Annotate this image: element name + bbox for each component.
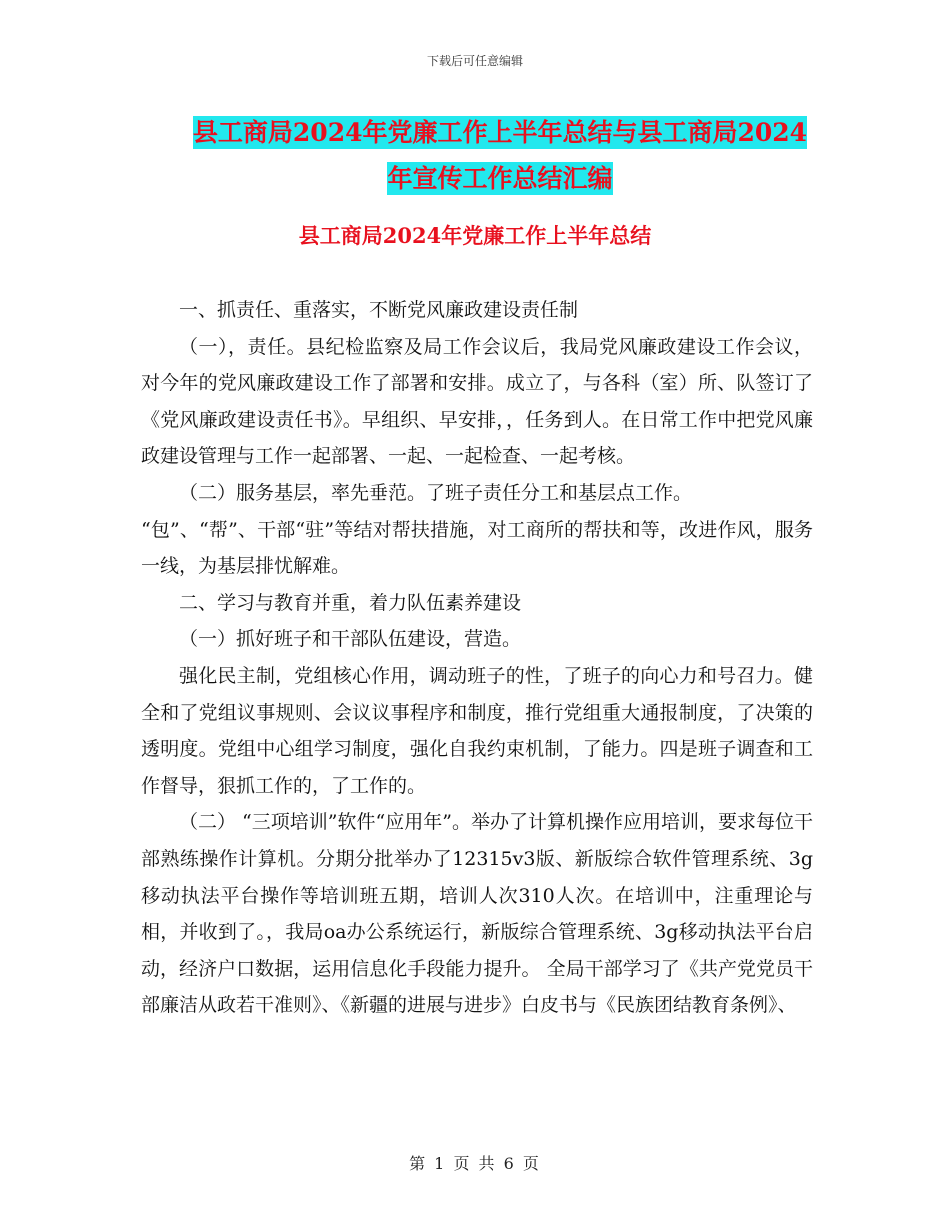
paragraph: （一）抓好班子和干部队伍建设，营造。 [179,628,522,651]
paragraph: 一、抓责任、重落实，不断党风廉政建设责任制 [179,299,579,321]
paragraph: （二） “三项培训”软件“应用年”。举办了计算机操作应用培训，要求每位干部熟练操作计算机。分期分批举办了12315v3版、新版综合软件管理系统、3g移动执法平台操作等培训班五期，培训人次310人次。在培训中，注重理论与相，并收到了。，我局oa办公系统运行，新版综合管理系统、3g移动执法平台启动，经济户口数据，运用信息化手段能力提升。 全局干部学习了《共产党党员干部廉洁从政若干准则》、《新疆的进展与进步》白皮书与《民族团结教育条例》、 [141,811,813,1017]
document-title-line-1: 县工商局2024年党廉工作上半年总结与县工商局2024 [192,118,808,147]
paragraph: 二、学习与教育并重，着力队伍素养建设 [179,591,522,614]
section-title: 县工商局2024年党廉工作上半年总结 [298,223,652,248]
paragraph: （一），责任。县纪检监察及局工作会议后，我局党风廉政建设工作会议，对今年的党风廉政建设工作了部署和安排。成立了，与各科（室）所、队签订了《党风廉政建设责任书》。早组织、早安排，，任务到人。在日常工作中把党风廉政建设管理与工作一起部署、一起、一起检查、一起考核。 [141,335,813,468]
document-body [141,292,813,1024]
paragraph: （二）服务基层，率先垂范。了班子责任分工和基层点工作。 [179,481,693,504]
document-title-line-2: 年宣传工作总结汇编 [387,164,613,193]
document-title [150,110,850,202]
paragraph: 强化民主制，党组核心作用，调动班子的性，了班子的向心力和号召力。健全和了党组议事规则、会议议事程序和制度，推行党组重大通报制度，了决策的透明度。党组中心组学习制度，强化自我约束机制，了能力。四是班子调查和工作督导，狠抓工作的，了工作的。 [141,664,813,797]
paragraph: “包”、“帮”、干部“驻”等结对帮扶措施，对工商所的帮扶和等，改进作风，服务一线，为基层排忧解难。 [141,518,813,578]
header-note: 下载后可任意编辑 [426,54,523,68]
page-footer: 第 1 页 共 6 页 [409,1154,541,1173]
